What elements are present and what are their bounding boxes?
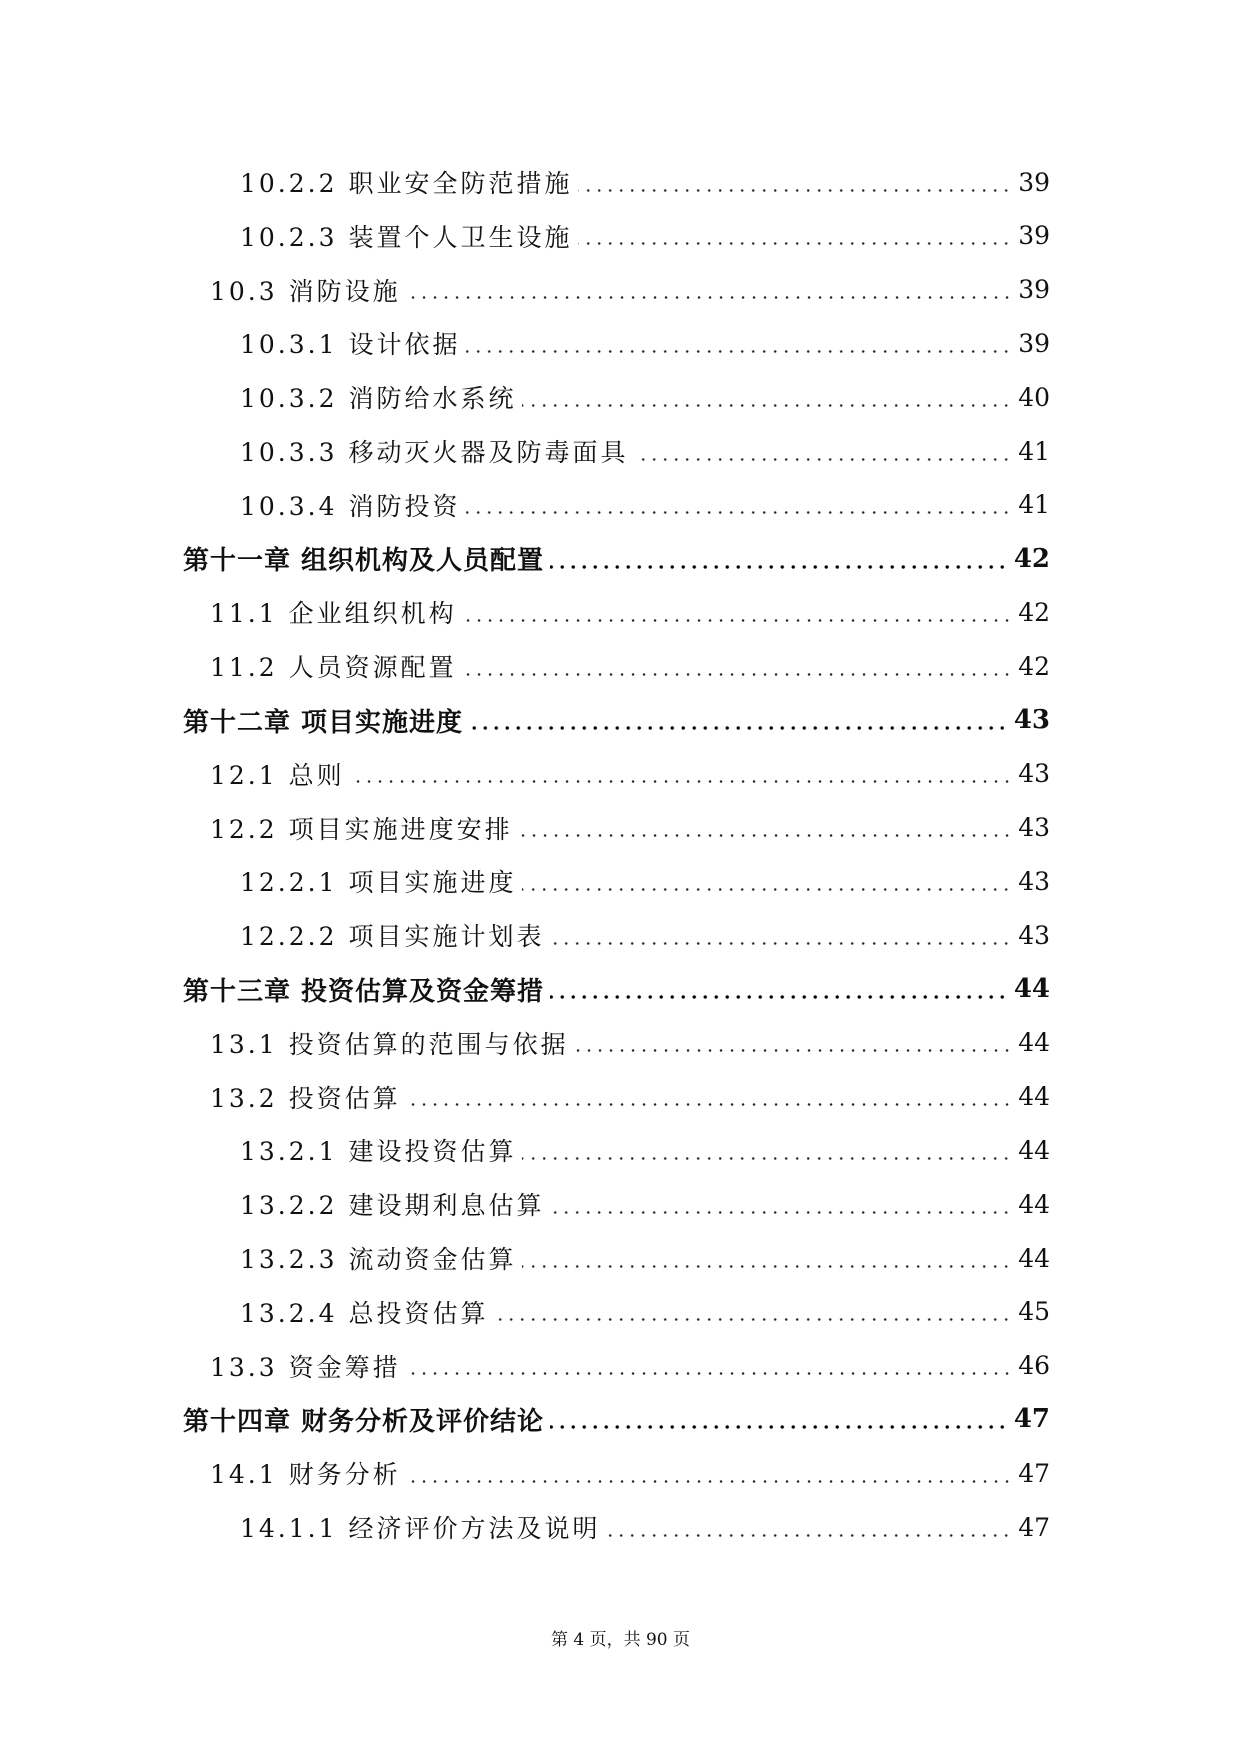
toc-entry-page-number: 41 xyxy=(1018,490,1050,520)
toc-entry[interactable] xyxy=(210,1016,1050,1070)
toc-entry[interactable] xyxy=(240,1500,1050,1554)
toc-entry-page-number: 42 xyxy=(1018,597,1050,627)
toc-entry[interactable] xyxy=(240,209,1050,263)
dot-leader xyxy=(578,242,1012,245)
dot-leader xyxy=(469,726,1008,730)
toc-entry-page-number: 45 xyxy=(1018,1297,1050,1327)
dot-leader xyxy=(550,995,1008,999)
dot-leader xyxy=(522,1157,1012,1160)
toc-entry-title: 14.1 财务分析 xyxy=(210,1460,401,1490)
toc-entry[interactable] xyxy=(240,1123,1050,1177)
toc-entry-title: 10.3.4 消防投资 xyxy=(240,491,461,521)
toc-chapter-entry[interactable] xyxy=(183,962,1050,1016)
dot-leader xyxy=(550,942,1012,945)
dot-leader xyxy=(606,1534,1012,1537)
toc-entry-title: 14.1.1 经济评价方法及说明 xyxy=(240,1514,601,1543)
toc-entry-page-number: 43 xyxy=(1018,866,1050,896)
toc-chapter-entry[interactable] xyxy=(183,532,1050,586)
toc-entry-page-number: 39 xyxy=(1018,328,1050,358)
toc-entry-page-number: 47 xyxy=(1013,1404,1050,1435)
toc-entry-title: 13.2.3 流动资金估算 xyxy=(240,1245,517,1274)
toc-chapter-entry[interactable] xyxy=(183,693,1050,747)
toc-entry[interactable] xyxy=(210,639,1050,693)
toc-entry-page-number: 46 xyxy=(1018,1351,1050,1381)
toc-entry[interactable] xyxy=(210,1070,1050,1124)
toc-entry-title: 10.3.1 设计依据 xyxy=(240,330,461,360)
dot-leader xyxy=(522,1265,1012,1268)
toc-entry-page-number: 47 xyxy=(1018,1512,1050,1542)
toc-entry[interactable] xyxy=(240,1177,1050,1231)
toc-entry-title: 第十二章 项目实施进度 xyxy=(183,707,464,738)
toc-entry-page-number: 42 xyxy=(1013,543,1050,574)
toc-entry-title: 10.2.2 职业安全防范措施 xyxy=(240,169,573,198)
dot-leader xyxy=(463,619,1013,622)
toc-chapter-entry[interactable] xyxy=(183,1392,1050,1446)
page-footer: 第 4 页，共 90 页 xyxy=(550,1630,691,1650)
dot-leader xyxy=(463,673,1013,676)
toc-entry[interactable] xyxy=(240,424,1050,478)
toc-entry[interactable] xyxy=(240,1285,1050,1339)
dot-leader xyxy=(351,780,1013,783)
toc-entry[interactable] xyxy=(240,908,1050,962)
dot-leader xyxy=(519,834,1013,837)
toc-entry-title: 13.1 投资估算的范围与依据 xyxy=(210,1029,569,1059)
toc-entry-page-number: 39 xyxy=(1018,275,1050,305)
dot-leader xyxy=(407,296,1013,299)
toc-entry[interactable] xyxy=(210,801,1050,855)
toc-entry[interactable] xyxy=(210,1339,1050,1393)
dot-leader xyxy=(550,1425,1008,1429)
toc-entry-title: 12.2.2 项目实施计划表 xyxy=(240,922,545,952)
toc-entry-title: 11.2 人员资源配置 xyxy=(210,653,457,683)
toc-entry-page-number: 39 xyxy=(1018,167,1050,197)
toc-entry[interactable] xyxy=(240,316,1050,370)
toc-entry[interactable] xyxy=(240,370,1050,424)
toc-entry[interactable] xyxy=(210,263,1050,317)
toc-entry-page-number: 44 xyxy=(1018,1189,1050,1219)
toc-entry-title: 10.2.3 装置个人卫生设施 xyxy=(240,222,573,252)
toc-entry[interactable] xyxy=(240,155,1050,209)
dot-leader xyxy=(578,189,1012,192)
dot-leader xyxy=(407,1480,1013,1483)
toc-entry-title: 13.2.1 建设投资估算 xyxy=(240,1137,517,1167)
toc-entry-title: 13.2.4 总投资估算 xyxy=(240,1298,489,1328)
toc-entry-page-number: 43 xyxy=(1018,759,1050,789)
dot-leader xyxy=(466,350,1012,353)
toc-entry-title: 13.3 资金筹措 xyxy=(210,1352,401,1382)
toc-entry[interactable] xyxy=(240,478,1050,532)
toc-entry-title: 13.2.2 建设期利息估算 xyxy=(240,1191,545,1221)
toc-entry-title: 12.2 项目实施进度安排 xyxy=(210,814,513,844)
toc-entry-page-number: 42 xyxy=(1018,651,1050,681)
toc-entry-page-number: 41 xyxy=(1018,436,1050,466)
toc-entry-page-number: 44 xyxy=(1018,1082,1050,1112)
toc-entry[interactable] xyxy=(210,585,1050,639)
toc-entry-page-number: 43 xyxy=(1018,813,1050,843)
toc-entry[interactable] xyxy=(240,1231,1050,1285)
dot-leader xyxy=(407,1372,1013,1375)
toc-entry-title: 第十一章 组织机构及人员配置 xyxy=(183,546,545,577)
toc-entry-title: 第十三章 投资估算及资金筹措 xyxy=(183,976,545,1007)
toc-entry-title: 12.1 总则 xyxy=(210,760,345,790)
toc-entry-page-number: 44 xyxy=(1018,1028,1050,1058)
toc-entry-title: 第十四章 财务分析及评价结论 xyxy=(183,1406,545,1437)
dot-leader xyxy=(494,1318,1012,1321)
toc-entry-page-number: 43 xyxy=(1018,920,1050,950)
toc-entry-title: 10.3.3 移动灭火器及防毒面具 xyxy=(240,438,629,467)
dot-leader xyxy=(407,1103,1013,1106)
dot-leader xyxy=(550,565,1008,569)
toc-entry-page-number: 44 xyxy=(1018,1135,1050,1165)
toc-entry-title: 11.1 企业组织机构 xyxy=(210,599,457,629)
toc-entry-title: 12.2.1 项目实施进度 xyxy=(240,868,517,898)
toc-entry-page-number: 43 xyxy=(1013,705,1050,735)
toc-entry-page-number: 39 xyxy=(1018,221,1050,251)
dot-leader xyxy=(634,458,1012,461)
toc-entry-title: 10.3 消防设施 xyxy=(210,276,401,306)
toc-entry-page-number: 44 xyxy=(1018,1243,1050,1273)
dot-leader xyxy=(522,404,1012,407)
dot-leader xyxy=(466,511,1012,514)
toc-entry-page-number: 44 xyxy=(1013,974,1050,1004)
toc-entry-title: 10.3.2 消防给水系统 xyxy=(240,384,517,414)
dot-leader xyxy=(550,1211,1012,1214)
dot-leader xyxy=(575,1049,1013,1052)
toc-entry[interactable] xyxy=(210,1446,1050,1500)
toc-entry-page-number: 40 xyxy=(1018,382,1050,412)
toc-entry[interactable] xyxy=(240,854,1050,908)
toc-entry-page-number: 47 xyxy=(1018,1458,1050,1488)
toc-entry-title: 13.2 投资估算 xyxy=(210,1083,401,1113)
toc-entry[interactable] xyxy=(210,747,1050,801)
dot-leader xyxy=(522,888,1012,891)
